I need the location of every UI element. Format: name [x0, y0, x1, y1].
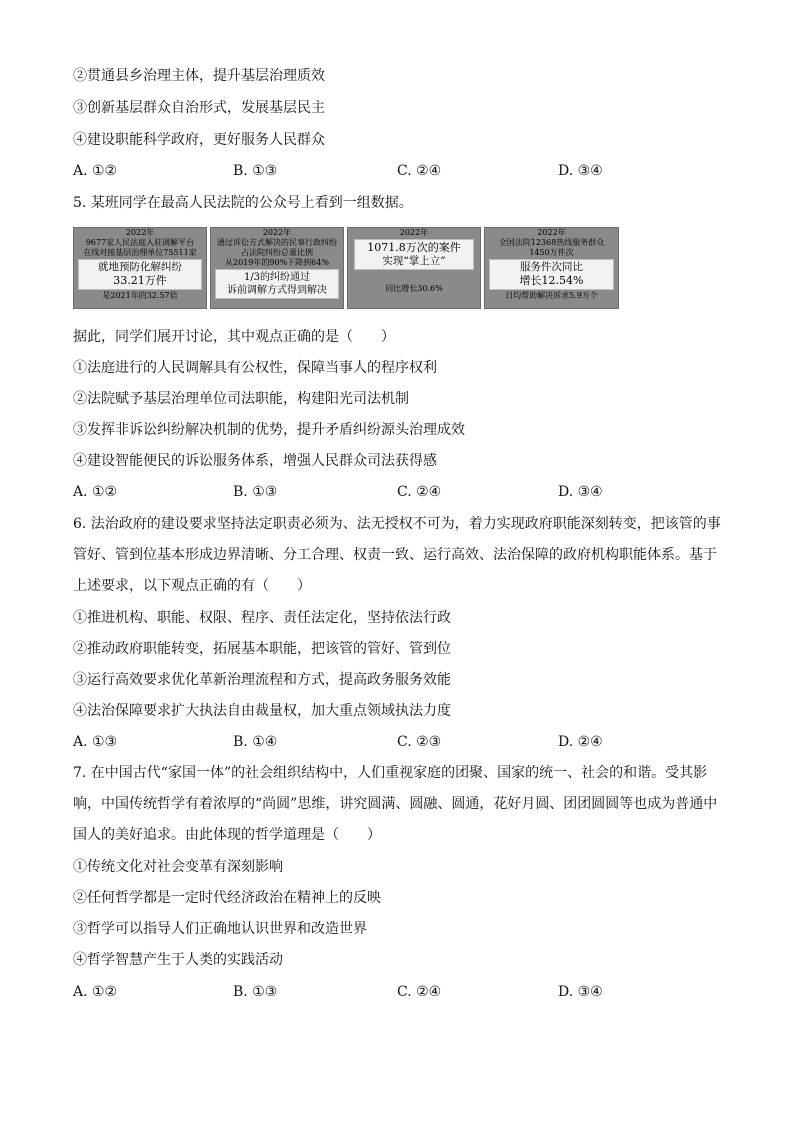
q6-item-3: ③运行高效要求优化革新治理流程和方式，提高政务服务效能 — [73, 672, 451, 688]
q7-option-d[interactable]: D. ③④ — [558, 984, 603, 1000]
q6-option-a[interactable]: A. ①③ — [73, 734, 118, 750]
q7-options — [73, 982, 723, 1002]
panel-line: 占法院纠纷总量比例 — [241, 248, 313, 257]
panel-highlight-box — [354, 239, 474, 270]
q7-option-a[interactable]: A. ①② — [73, 984, 118, 1000]
q4-option-a[interactable]: A. ①② — [73, 163, 118, 179]
q5-stem: 5. 某班同学在最高人民法院的公众号上看到一组数据。 — [73, 195, 413, 211]
q5-panel-4 — [484, 227, 619, 309]
q5-panel-3 — [347, 227, 481, 309]
panel-box-line: 增长12.54% — [519, 274, 584, 287]
panel-highlight-box — [78, 259, 202, 290]
q6-option-d[interactable]: D. ②④ — [558, 734, 603, 750]
panel-year: 2022年 — [399, 228, 429, 237]
q7-item-4: ④哲学智慧产生于人类的实践活动 — [73, 952, 283, 968]
q4-option-c[interactable]: C. ②④ — [397, 163, 442, 179]
panel-line: 从2019年的90%下降到64% — [225, 258, 329, 267]
q4-option-b[interactable]: B. ①③ — [233, 163, 278, 179]
panel-footnote: 同比增长30.6% — [385, 284, 443, 293]
panel-line: 全国法院12368热线服务群众 — [498, 238, 605, 247]
panel-line: 9677家人民法庭入驻调解平台 — [85, 238, 195, 247]
q7-stem: 7. 在中国古代“家国一体”的社会组织结构中，人们重视家庭的团聚、国家的统一、社会的和谐。受其影响，中国传统哲学有着浓厚的“尚圆”思维，讲究圆满、圆融、圆通，花好月圆、团团圆圆等也成为普通中国人的美好追求。由此体现的哲学道理是（ ） — [73, 765, 718, 843]
panel-year: 2022年 — [537, 228, 566, 237]
q7-option-b[interactable]: B. ①③ — [233, 984, 278, 1000]
panel-line: 在线对接基层治理单位75511家 — [83, 248, 197, 257]
panel-box-line: 诉前调解方式得到解决 — [227, 285, 327, 296]
q6-item-2: ②推动政府职能转变，拓展基本职能，把该管的管好、管到位 — [73, 641, 451, 657]
panel-highlight-box — [489, 259, 614, 290]
q5-option-c[interactable]: C. ②④ — [397, 484, 442, 500]
q4-item-4: ④建设职能科学政府，更好服务人民群众 — [73, 132, 325, 148]
q6-item-4: ④法治保障要求扩大执法自由裁量权，加大重点领域执法力度 — [73, 703, 451, 719]
panel-highlight-box — [215, 269, 339, 299]
q6-stem: 6. 法治政府的建设要求坚持法定职责必须为、法无授权不可为，着力实现政府职能深刻转变，把该管的事管好、管到位基本形成边界清晰、分工合理、权责一致、运行高效、法治保障的政府机构职能体系。基于上述要求，以下观点正确的有（ ） — [73, 516, 721, 594]
panel-box-line: 实现“掌上立” — [382, 255, 446, 267]
panel-box-line: 33.21万件 — [113, 274, 167, 287]
q5-item-1: ①法庭进行的人民调解具有公权性，保障当事人的程序权利 — [73, 360, 437, 376]
q6-options — [73, 732, 723, 752]
q5-panel-2 — [210, 227, 344, 309]
q5-item-3: ③发挥非诉讼纠纷解决机制的优势，提升矛盾纠纷源头治理成效 — [73, 422, 465, 438]
q6-option-c[interactable]: C. ②③ — [397, 734, 442, 750]
q4-option-d[interactable]: D. ③④ — [558, 163, 603, 179]
panel-box-line: 1/3的纠纷通过 — [243, 272, 311, 283]
q7-item-2: ②任何哲学都是一定时代经济政治在精神上的反映 — [73, 890, 381, 906]
panel-line: 通过诉讼方式解决的民事行政纠纷 — [217, 238, 337, 247]
q4-item-2: ②贯通县乡治理主体，提升基层治理质效 — [73, 68, 325, 84]
q7-item-3: ③哲学可以指导人们正确地认识世界和改造世界 — [73, 921, 367, 937]
panel-year: 2022年 — [125, 228, 155, 237]
q4-item-3: ③创新基层群众自治形式，发展基层民主 — [73, 100, 325, 116]
q5-option-b[interactable]: B. ①③ — [233, 484, 278, 500]
q5-question: 据此，同学们展开讨论，其中观点正确的是（ ） — [73, 329, 395, 345]
q5-item-4: ④建设智能便民的诉讼服务体系，增强人民群众司法获得感 — [73, 453, 437, 469]
panel-footnote: 日均帮助解决诉求5.9万个 — [505, 291, 598, 300]
panel-footnote: 是2021年的32.57倍 — [102, 291, 178, 300]
panel-box-line: 服务件次同比 — [520, 261, 583, 273]
q7-item-1: ①传统文化对社会变革有深刻影响 — [73, 859, 283, 875]
panel-year: 2022年 — [262, 228, 292, 237]
q5-data-figure — [73, 225, 619, 311]
q5-panel-1 — [73, 227, 207, 309]
q7-option-c[interactable]: C. ②④ — [397, 984, 442, 1000]
panel-line: 1450万件次 — [529, 248, 574, 257]
q5-options — [73, 482, 723, 502]
panel-box-line: 1071.8万次的案件 — [367, 241, 461, 254]
q5-option-d[interactable]: D. ③④ — [558, 484, 603, 500]
q6-option-b[interactable]: B. ①④ — [233, 734, 278, 750]
q5-option-a[interactable]: A. ①② — [73, 484, 118, 500]
panel-box-line: 就地预防化解纠纷 — [98, 261, 182, 273]
q5-item-2: ②法院赋予基层治理单位司法职能，构建阳光司法机制 — [73, 391, 409, 407]
q4-options — [73, 161, 723, 181]
q6-item-1: ①推进机构、职能、权限、程序、责任法定化，坚持依法行政 — [73, 610, 451, 626]
